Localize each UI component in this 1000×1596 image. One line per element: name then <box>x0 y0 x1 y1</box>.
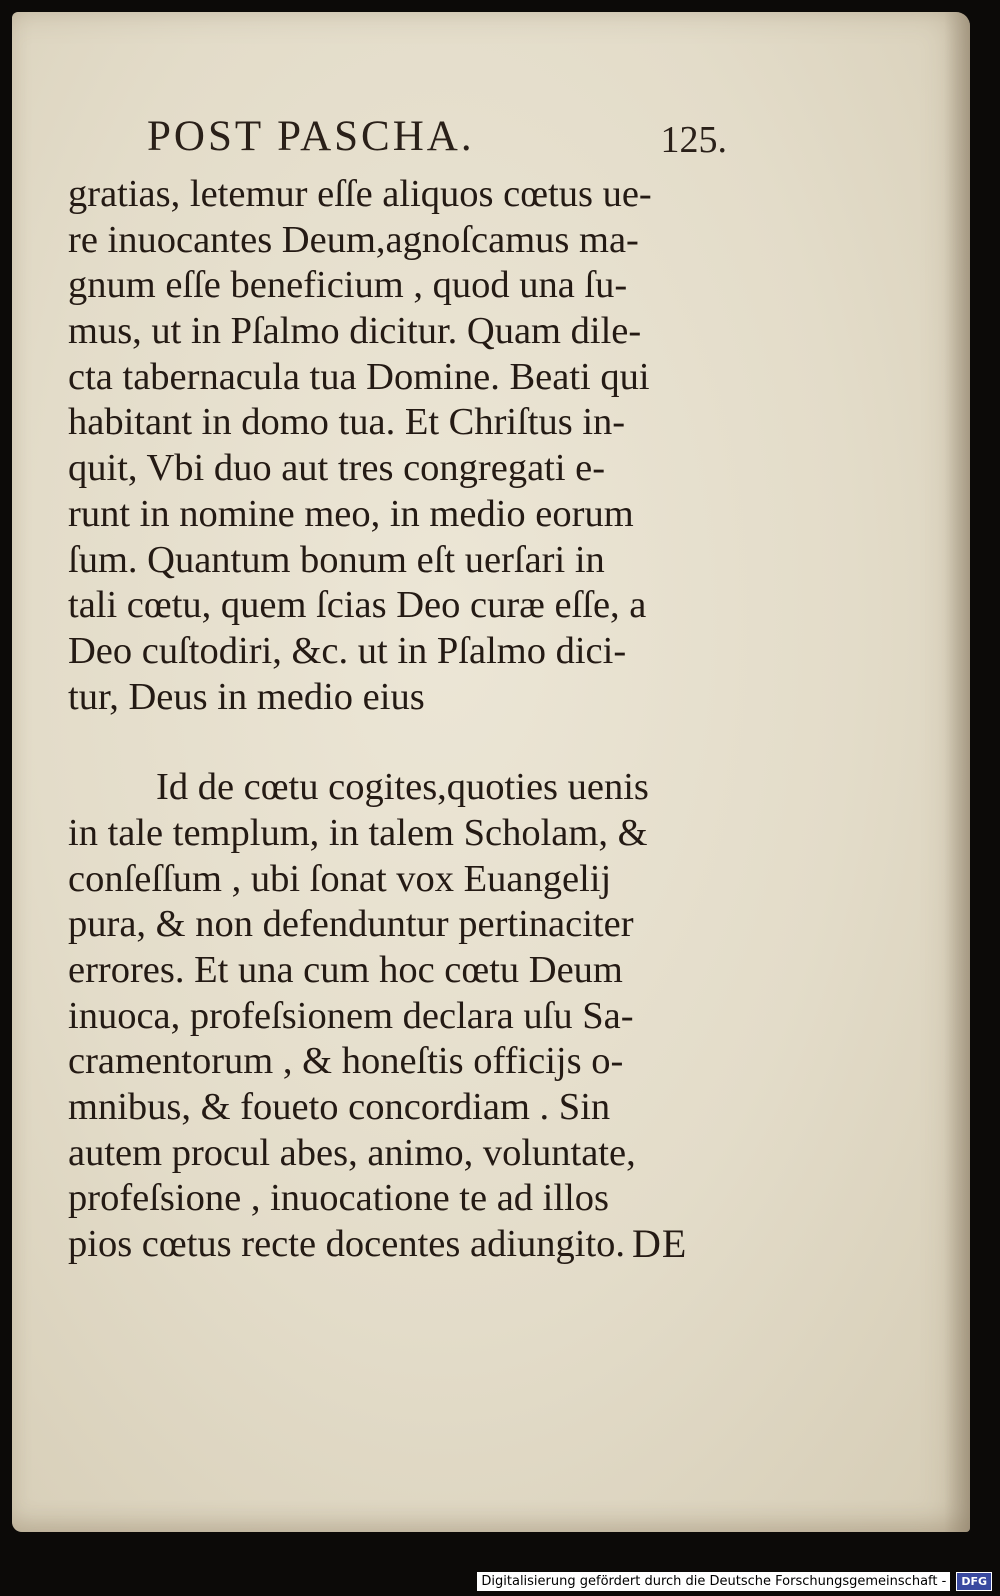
page-edge-shadow <box>944 12 970 1532</box>
text-line: mus, ut in Pſalmo dicitur. Quam dile- <box>68 310 642 353</box>
page-number: 125. <box>660 119 727 161</box>
digitization-footer <box>477 1568 992 1594</box>
paragraph-gap <box>68 720 728 765</box>
text-line: pura, & non defenduntur pertinaciter <box>68 903 634 946</box>
text-line: pios cœtus recte docentes adiungito. <box>68 1223 626 1266</box>
text-line: cramentorum , & honeſtis officijs o- <box>68 1040 624 1083</box>
text-line: gratias, letemur eſſe aliquos cœtus ue- <box>68 173 652 215</box>
catchword: DE <box>632 1221 688 1266</box>
funding-credit: Digitalisierung gefördert durch die Deutsche Forschungsgemeinschaft - <box>477 1572 950 1591</box>
body-text <box>68 172 728 1268</box>
text-line: habitant in domo tua. Et Chriſtus in- <box>68 401 626 444</box>
dfg-logo-icon: DFG <box>956 1572 992 1591</box>
text-line: in tale templum, in talem Scholam, & <box>68 811 648 854</box>
text-line: profeſsione , inuocatione te ad illos <box>68 1177 609 1220</box>
text-line: ſum. Quantum bonum eſt uerſari in <box>68 538 605 581</box>
text-line: runt in nomine meo, in medio eorum <box>68 492 634 535</box>
text-line: mnibus, & foueto concordiam . Sin <box>68 1086 611 1129</box>
text-line: conſeſſum , ubi ſonat vox Euangelij <box>68 857 612 900</box>
text-line: re inuocantes Deum,agnoſcamus ma- <box>68 218 639 261</box>
text-line: cta tabernacula tua Domine. Beati qui <box>68 355 650 398</box>
text-line: gnum eſſe beneficium , quod una ſu- <box>68 264 628 307</box>
text-line: tali cœtu, quem ſcias Deo curæ eſſe, a <box>68 584 647 627</box>
page-header <box>147 112 727 172</box>
text-line: autem procul abes, animo, voluntate, <box>68 1131 636 1174</box>
text-line: errores. Et una cum hoc cœtu Deum <box>68 949 623 991</box>
running-title: POST PASCHA. <box>147 113 475 160</box>
book-page <box>12 12 970 1532</box>
text-line: Deo cuſtodiri, &c. ut in Pſalmo dici- <box>68 629 627 672</box>
text-line: Id de cœtu cogites,quoties uenis <box>156 766 649 809</box>
text-line: inuoca, profeſsionem declara uſu Sa- <box>68 994 634 1037</box>
text-line: tur, Deus in medio eius <box>68 675 425 718</box>
text-line: quit, Vbi duo aut tres congregati e- <box>68 447 606 490</box>
